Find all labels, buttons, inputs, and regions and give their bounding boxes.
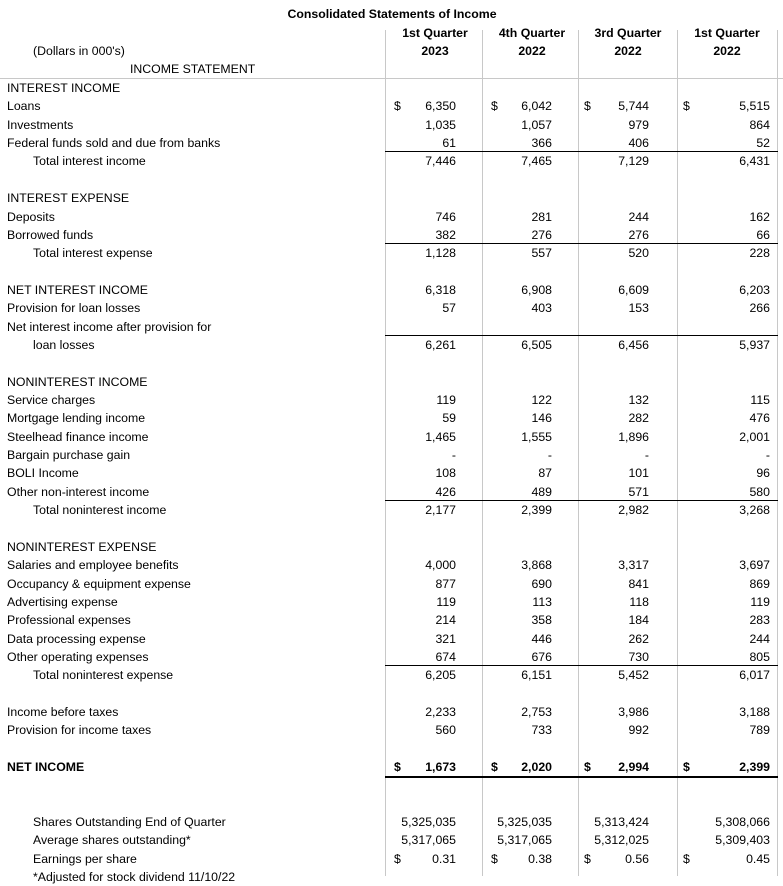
row-value: 7,465 — [521, 154, 552, 169]
row-value: 7,446 — [425, 154, 456, 169]
row-value: 864 — [749, 117, 770, 132]
statement-row — [0, 648, 783, 666]
row-label: Total noninterest expense — [33, 668, 174, 683]
statement-row — [0, 134, 783, 152]
row-label: NONINTEREST EXPENSE — [7, 539, 157, 554]
row-label: Bargain purchase gain — [7, 448, 131, 462]
row-value: 841 — [628, 576, 649, 591]
statement-row — [0, 318, 783, 336]
row-value: 3,268 — [739, 503, 770, 518]
row-value: 87 — [538, 466, 552, 481]
row-value: 4,000 — [425, 558, 456, 573]
row-value: 1,896 — [618, 429, 649, 444]
row-value: 101 — [628, 466, 649, 481]
statement-row — [0, 501, 783, 519]
row-value: 5,744 — [618, 99, 649, 114]
statement-row — [0, 446, 783, 464]
row-value: 5,325,035 — [497, 815, 552, 829]
statement-row — [0, 740, 783, 758]
row-value: 283 — [749, 613, 770, 628]
statement-row — [0, 556, 783, 574]
currency-symbol: $ — [394, 851, 401, 866]
statement-row — [0, 354, 783, 372]
row-label: NET INCOME — [7, 760, 85, 774]
row-separator — [385, 500, 778, 501]
statement-row — [0, 538, 783, 556]
row-value: 282 — [628, 411, 649, 426]
statement-row — [0, 850, 783, 868]
row-value: 5,313,424 — [594, 815, 649, 829]
currency-symbol: $ — [584, 99, 591, 114]
row-value: 2,994 — [618, 760, 649, 774]
col-2-year: 2022 — [518, 44, 546, 58]
row-value: 153 — [628, 301, 649, 316]
row-value: 146 — [531, 411, 552, 426]
statement-row — [0, 263, 783, 281]
row-value: 5,317,065 — [497, 833, 552, 848]
row-value: 118 — [629, 594, 649, 609]
row-value: 3,986 — [618, 704, 649, 719]
statement-label: INCOME STATEMENT — [130, 62, 256, 76]
row-value: 0.56 — [625, 851, 649, 866]
statement-row — [0, 373, 783, 391]
dollars-note: (Dollars in 000's) — [33, 44, 125, 58]
statement-row — [0, 79, 783, 97]
row-value: 3,868 — [521, 558, 552, 573]
statement-row — [0, 428, 783, 446]
row-value: 2,753 — [521, 704, 552, 719]
row-value: 266 — [749, 301, 770, 316]
row-label: Provision for loan losses — [7, 301, 141, 316]
statement-title: Consolidated Statements of Income — [287, 7, 497, 21]
row-label: Salaries and employee benefits — [7, 558, 179, 573]
statement-row — [0, 171, 783, 189]
row-value: 674 — [435, 649, 456, 664]
row-label: BOLI Income — [7, 466, 79, 481]
statement-row — [0, 703, 783, 721]
row-label: INTEREST EXPENSE — [7, 191, 130, 206]
row-label: Service charges — [7, 393, 96, 407]
row-value: 382 — [435, 227, 456, 242]
row-value: 244 — [749, 631, 770, 646]
row-value: 746 — [435, 209, 456, 224]
row-value: 321 — [435, 631, 456, 646]
row-label: Borrowed funds — [7, 227, 94, 242]
row-separator — [385, 151, 778, 152]
statement-row — [0, 758, 783, 776]
statement-row — [0, 464, 783, 482]
statement-row — [0, 116, 783, 134]
row-value: 869 — [749, 576, 770, 591]
statement-row — [0, 831, 783, 849]
row-value: 0.31 — [432, 851, 456, 866]
statement-row — [0, 611, 783, 629]
statement-row — [0, 795, 783, 813]
row-value: 426 — [435, 484, 456, 499]
row-value: 1,673 — [425, 760, 456, 774]
currency-symbol: $ — [683, 851, 690, 866]
row-label: Steelhead finance income — [7, 429, 149, 444]
currency-symbol: $ — [394, 99, 401, 114]
row-value: 1,035 — [425, 117, 456, 132]
row-value: 7,129 — [618, 154, 649, 169]
statement-row — [0, 685, 783, 703]
row-value: 730 — [628, 649, 649, 664]
row-label: Net interest income after provision for — [7, 319, 212, 334]
row-value: 690 — [531, 576, 552, 591]
row-value: - — [547, 448, 552, 462]
currency-symbol: $ — [491, 99, 498, 114]
row-label: Mortgage lending income — [7, 411, 146, 426]
row-label: NET INTEREST INCOME — [7, 282, 148, 297]
row-value: 276 — [628, 227, 649, 242]
row-label: Shares Outstanding End of Quarter — [33, 815, 226, 829]
row-value: 113 — [532, 594, 552, 609]
row-value: 5,515 — [739, 99, 770, 114]
row-label: Total interest expense — [33, 246, 153, 261]
row-label: loan losses — [33, 337, 95, 352]
col-1-quarter: 1st Quarter — [402, 26, 468, 40]
currency-symbol: $ — [584, 760, 591, 774]
row-value: 406 — [628, 136, 649, 151]
row-value: 3,697 — [739, 558, 770, 573]
row-label: Other non-interest income — [7, 484, 150, 499]
row-value: 57 — [442, 301, 456, 316]
row-value: 52 — [756, 136, 770, 151]
row-label: Other operating expenses — [7, 649, 149, 664]
row-value: 476 — [749, 411, 770, 426]
statement-row — [0, 244, 783, 262]
row-label: Total noninterest income — [33, 503, 167, 518]
statement-row — [0, 776, 783, 794]
row-value: 6,203 — [739, 282, 770, 297]
row-value: - — [644, 448, 649, 462]
row-separator — [385, 665, 778, 666]
row-value: 358 — [531, 613, 552, 628]
statement-row — [0, 208, 783, 226]
row-value: 2,177 — [425, 503, 456, 518]
row-value: 132 — [628, 393, 649, 407]
statement-row — [0, 152, 783, 170]
statement-row — [0, 281, 783, 299]
row-value: 979 — [628, 117, 649, 132]
currency-symbol: $ — [491, 760, 498, 774]
row-label: Professional expenses — [7, 613, 131, 628]
row-value: 6,318 — [425, 282, 456, 297]
statement-row — [0, 483, 783, 501]
row-value: 162 — [749, 209, 770, 224]
row-value: 5,325,035 — [401, 815, 456, 829]
row-value: 61 — [442, 136, 456, 151]
row-value: 2,001 — [739, 429, 770, 444]
row-value: 115 — [750, 393, 770, 407]
row-label: Occupancy & equipment expense — [7, 576, 191, 591]
row-value: 3,188 — [739, 704, 770, 719]
row-value: 5,312,025 — [594, 833, 649, 848]
header-rule — [0, 78, 783, 79]
row-value: 276 — [531, 227, 552, 242]
row-value: 789 — [749, 723, 770, 738]
row-value: 66 — [756, 227, 770, 242]
row-value: 2,982 — [618, 503, 649, 518]
statement-row — [0, 868, 783, 886]
row-value: 228 — [749, 246, 770, 261]
row-value: 560 — [435, 723, 456, 738]
row-label: Deposits — [7, 209, 55, 224]
row-value: 6,261 — [425, 337, 456, 352]
row-value: 1,057 — [521, 117, 552, 132]
row-separator — [385, 243, 778, 244]
row-value: 1,465 — [425, 429, 456, 444]
row-label: Data processing expense — [7, 631, 146, 646]
row-separator — [385, 335, 778, 336]
row-value: 676 — [531, 649, 552, 664]
currency-symbol: $ — [394, 760, 401, 774]
row-value: 5,309,403 — [715, 833, 770, 848]
row-label: Federal funds sold and due from banks — [7, 136, 221, 151]
row-value: 119 — [436, 594, 456, 609]
row-label: INTEREST INCOME — [7, 81, 121, 95]
row-label: Income before taxes — [7, 704, 119, 719]
currency-symbol: $ — [683, 99, 690, 114]
row-value: 122 — [531, 393, 552, 407]
statement-row — [0, 630, 783, 648]
statement-row — [0, 189, 783, 207]
currency-symbol: $ — [491, 851, 498, 866]
row-value: 96 — [756, 466, 770, 481]
row-value: 6,205 — [425, 668, 456, 683]
row-value: 5,308,066 — [715, 815, 770, 829]
row-value: 2,020 — [521, 760, 552, 774]
row-label: Provision for income taxes — [7, 723, 152, 738]
statement-row — [0, 519, 783, 537]
currency-symbol: $ — [584, 851, 591, 866]
row-value: 0.38 — [528, 851, 552, 866]
row-value: 1,128 — [425, 246, 456, 261]
row-value: 489 — [531, 484, 552, 499]
row-value: 108 — [435, 466, 456, 481]
row-value: 6,609 — [618, 282, 649, 297]
row-value: 5,317,065 — [401, 833, 456, 848]
row-label: Average shares outstanding* — [33, 833, 191, 848]
row-value: 59 — [442, 411, 456, 426]
statement-row — [0, 575, 783, 593]
row-label: Total interest income — [33, 154, 146, 169]
row-value: 6,350 — [425, 99, 456, 114]
row-value: 6,151 — [521, 668, 552, 683]
row-value: 3,317 — [618, 558, 649, 573]
row-value: 184 — [628, 613, 649, 628]
row-value: 6,505 — [521, 337, 552, 352]
col-3-year: 2022 — [614, 44, 642, 58]
statement-row — [0, 666, 783, 684]
col-2-quarter: 4th Quarter — [498, 26, 566, 40]
row-value: 6,431 — [739, 154, 770, 169]
statement-row — [0, 813, 783, 831]
row-label: *Adjusted for stock dividend 11/10/22 — [33, 870, 236, 885]
row-value: 214 — [435, 613, 456, 628]
currency-symbol: $ — [683, 760, 690, 774]
statement-row — [0, 593, 783, 611]
row-value: 262 — [628, 631, 649, 646]
row-value: 5,452 — [618, 668, 649, 683]
row-value: 733 — [531, 723, 552, 738]
row-label: Investments — [7, 117, 74, 132]
col-1-year: 2023 — [421, 44, 449, 58]
row-value: 571 — [628, 484, 649, 499]
row-value: 6,456 — [618, 337, 649, 352]
row-value: 403 — [531, 301, 552, 316]
row-value: - — [451, 448, 456, 462]
row-value: 244 — [628, 209, 649, 224]
statement-row — [0, 299, 783, 317]
row-label: Earnings per share — [33, 851, 137, 866]
row-value: 0.45 — [746, 851, 770, 866]
row-label: NONINTEREST INCOME — [7, 374, 148, 389]
row-value: 580 — [749, 484, 770, 499]
row-value: 877 — [435, 576, 456, 591]
row-value: 281 — [531, 209, 552, 224]
col-4-year: 2022 — [713, 44, 741, 58]
row-value: 119 — [436, 393, 456, 407]
row-value: 520 — [628, 246, 649, 261]
row-value: 2,233 — [425, 704, 456, 719]
statement-row — [0, 336, 783, 354]
row-value: 1,555 — [521, 429, 552, 444]
col-3-quarter: 3rd Quarter — [594, 26, 662, 40]
col-4-quarter: 1st Quarter — [694, 26, 760, 40]
row-value: 5,937 — [739, 337, 770, 352]
row-value: 6,908 — [521, 282, 552, 297]
statement-row — [0, 409, 783, 427]
row-value: 6,017 — [739, 668, 770, 683]
row-value: 805 — [749, 649, 770, 664]
statement-row — [0, 226, 783, 244]
row-label: Advertising expense — [7, 594, 118, 609]
statement-row — [0, 97, 783, 115]
row-value: 6,042 — [521, 99, 552, 114]
statement-row — [0, 391, 783, 409]
statement-row — [0, 721, 783, 739]
row-value: 2,399 — [521, 503, 552, 518]
row-value: 2,399 — [739, 760, 770, 774]
row-value: 557 — [531, 246, 552, 261]
row-label: Loans — [7, 99, 41, 114]
row-value: 446 — [531, 631, 552, 646]
row-value: - — [765, 448, 770, 462]
row-value: 119 — [750, 594, 770, 609]
row-value: 366 — [531, 136, 552, 151]
row-value: 992 — [628, 723, 649, 738]
